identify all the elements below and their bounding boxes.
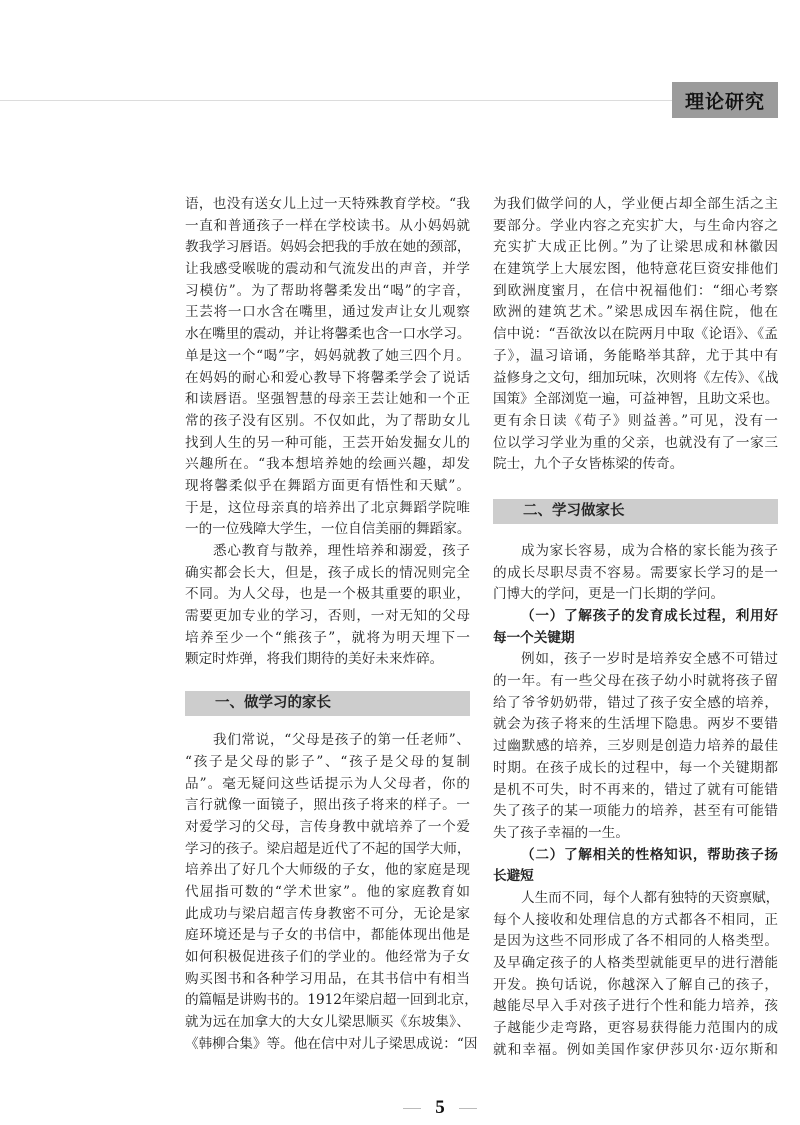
text-line: 益修身之文句，细加玩味，次则将《左传》、《战 [493, 369, 779, 386]
text-line: 语，也没有送女儿上过一天特殊教育学校。“我 [185, 196, 470, 212]
text-line: 越能尽早入手对孩子进行个性和能力培养，孩 [493, 998, 778, 1015]
text-line: 确实都会长大，但是，孩子成长的情况则完全 [185, 564, 470, 581]
text-line: 是因为这些不同形成了各不相同的人格类型。 [493, 933, 778, 950]
left-column [185, 194, 478, 1055]
page-number: 5 [435, 1097, 445, 1118]
text-line: 每个人接收和处理信息的方式都各不相同，正 [493, 911, 778, 928]
text-line: 就会为孩子将来的生活埋下隐患。两岁不要错 [493, 716, 778, 733]
text-line: 过幽默感的培养，三岁则是创造力培养的最佳 [493, 738, 778, 755]
text-line: 培养出了好几个大师级的子女，他的家庭是现 [185, 862, 470, 879]
text-line: 现将馨柔似乎在舞蹈方面更有悟性和天赋”。 [185, 477, 470, 494]
text-line: 及早确定孩子的人格类型就能更早的进行潜能 [493, 955, 778, 971]
text-line: 在妈妈的耐心和爱心教导下将馨柔学会了说话 [185, 369, 470, 386]
text-line: 为我们做学问的人，学业便占却全部生活之主 [493, 196, 778, 212]
footer-dash-left [403, 1108, 421, 1109]
text-line: “孩子是父母的影子”、“孩子是父母的复制 [185, 753, 470, 770]
right-column [493, 194, 778, 1061]
text-line: 和读唇语。坚强智慧的母亲王芸让她和一个正 [185, 391, 470, 408]
subsection-heading [493, 606, 778, 649]
text-line: 单是这一个“喝”字，妈妈就教了她三四个月。 [185, 347, 470, 364]
paragraph [185, 730, 478, 1055]
paragraph [493, 541, 778, 606]
text-line: 对爱学习的父母，言传身教中就培养了一个爱 [185, 818, 470, 835]
text-line: 充实扩大成正比例。”为了让梁思成和林徽因 [493, 239, 778, 256]
text-line: 的一年。有一些父母在孩子幼小时就将孩子留 [493, 673, 778, 690]
text-line: 学习的孩子。梁启超是近代了不起的国学大师， [185, 840, 471, 857]
text-line: 给了爷爷奶奶带，错过了孩子安全感的培养， [493, 694, 778, 711]
text-line: 成为家长容易，成为合格的家长能为孩子 [521, 542, 778, 559]
text-line: 代屈指可数的“学术世家”。他的家庭教育如 [185, 883, 470, 900]
text-line: 的篇幅是讲购书的。1912年梁启超一回到北京， [185, 992, 478, 1009]
text-line: 庭环境还是与子女的书信中，都能体现出他是 [185, 927, 470, 944]
text-line: 欧洲的建筑艺术。”梁思成因车祸住院，他在 [493, 304, 778, 321]
page-footer [400, 1096, 480, 1120]
text-line: 在建筑学上大展宏图，他特意花巨资安排他们 [493, 261, 778, 278]
text-line: 信中说：“吾欲汝以在院两月中取《论语》、《孟 [493, 326, 778, 343]
text-line: 水在嘴里的震动，并让将馨柔也含一口水学习。 [185, 326, 471, 343]
text-line: 此成功与梁启超言传身教密不可分，无论是家 [185, 905, 470, 922]
text-line: 失了孩子的某一项能力的培养，甚至有可能错 [493, 803, 778, 820]
text-line: 我们常说，“父母是孩子的第一任老师”、 [213, 732, 470, 749]
text-line: 要部分。学业内容之充实扩大，与生命内容之 [493, 217, 778, 234]
text-line: 子》，温习谙诵，务能略举其辞，尤于其中有 [493, 347, 778, 364]
paragraph [493, 649, 778, 844]
text-line: 院士，九个子女皆栋梁的传奇。 [493, 456, 684, 473]
paragraph [185, 194, 470, 541]
text-line: 悉心教育与散养，理性培养和溺爱，孩子 [213, 543, 470, 559]
text-line: 言行就像一面镜子，照出孩子将来的样子。一 [185, 797, 470, 814]
text-line: 如何积极促进孩子们的学业的。他经常为子女 [185, 949, 470, 965]
text-line: 常的孩子没有区别。不仅如此，为了帮助女儿 [185, 412, 470, 429]
paragraph [493, 888, 778, 1062]
header-rule [0, 100, 672, 101]
text-line: 开发。换句话说，你越深入了解自己的孩子， [493, 976, 778, 993]
text-line: 到欧洲度蜜月，在信中祝福他们：“细心考察 [493, 282, 778, 299]
text-line: 人生而不同，每个人都有独特的天资禀赋， [521, 889, 780, 906]
text-line: 每一个关键期 [493, 629, 575, 646]
text-line: 王芸将一口水含在嘴里，通过发声让女儿观察 [185, 304, 470, 321]
text-line: 长避短 [493, 868, 534, 885]
text-line: 门博大的学问，更是一门长期的学问。 [493, 586, 725, 603]
text-line: 找到人生的另一种可能，王芸开始发掘女儿的 [185, 434, 470, 451]
text-line: 兴趣所在。“我本想培养她的绘画兴趣，却发 [185, 456, 470, 473]
paragraph [493, 194, 778, 476]
subsection-heading [493, 845, 778, 888]
footer-dash-right [459, 1108, 477, 1109]
section-tag: 理论研究 [672, 82, 778, 118]
text-line: 让我感受喉咙的震动和气流发出的声音，并学 [185, 261, 470, 278]
text-line: 失了孩子幸福的一生。 [493, 824, 629, 841]
text-line: 不同。为人父母，也是一个极其重要的职业， [185, 586, 470, 603]
text-line: 例如，孩子一岁时是培养安全感不可错过 [521, 651, 778, 668]
text-line: 培养至少一个“熊孩子”，就将为明天埋下一 [185, 629, 470, 646]
text-line: 购买图书和各种学习用品，在其书信中有相当 [185, 970, 470, 987]
text-line: （二）了解相关的性格知识，帮助孩子扬 [521, 846, 778, 863]
text-line: 就为远在加拿大的大女儿梁思顺买《东坡集》、 [185, 1014, 470, 1031]
text-line: 《韩柳合集》等。他在信中对儿子梁思成说：“因 [185, 1035, 478, 1052]
text-line: 国策》全部浏览一遍，可益神智，且助文采也。 [493, 391, 779, 408]
text-line: 更有余日读《荀子》则益善。”可见，没有一 [493, 412, 778, 429]
text-line: 时期。在孩子成长的过程中，每一个关键期都 [493, 759, 778, 776]
text-line: 于是，这位母亲真的培养出了北京舞蹈学院唯 [185, 499, 470, 516]
text-line: 子越能少走弯路，更容易获得能力范围内的成 [493, 1020, 778, 1037]
text-line: 一的一位残障大学生，一位自信美丽的舞蹈家。 [185, 521, 471, 538]
text-line: 就和幸福。例如美国作家伊莎贝尔·迈尔斯和 [493, 1041, 778, 1058]
text-line: 是机不可失，时不再来的，错过了就有可能错 [493, 781, 778, 798]
text-line: 的成长尽职尽责不容易。需要家长学习的是一 [493, 564, 778, 581]
text-line: （一）了解孩子的发育成长过程，利用好 [521, 608, 778, 624]
text-line: 习模仿”。为了帮助将馨柔发出“喝”的字音， [185, 282, 470, 299]
section-heading: 二、学习做家长 [493, 499, 778, 524]
text-line: 品”。毫无疑问这些话提示为人父母者，你的 [185, 775, 470, 792]
text-line: 一直和普通孩子一样在学校读书。从小妈妈就 [185, 217, 470, 234]
text-line: 颗定时炸弹，将我们期待的美好未来炸碎。 [185, 651, 444, 668]
text-line: 教我学习唇语。妈妈会把我的手放在她的颈部， [185, 239, 471, 256]
text-line: 需要更加专业的学习，否则，一对无知的父母 [185, 608, 470, 625]
text-line: 位以学习学业为重的父亲，也就没有了一家三 [493, 434, 778, 451]
section-heading: 一、做学习的家长 [185, 691, 470, 716]
paragraph [185, 541, 470, 671]
